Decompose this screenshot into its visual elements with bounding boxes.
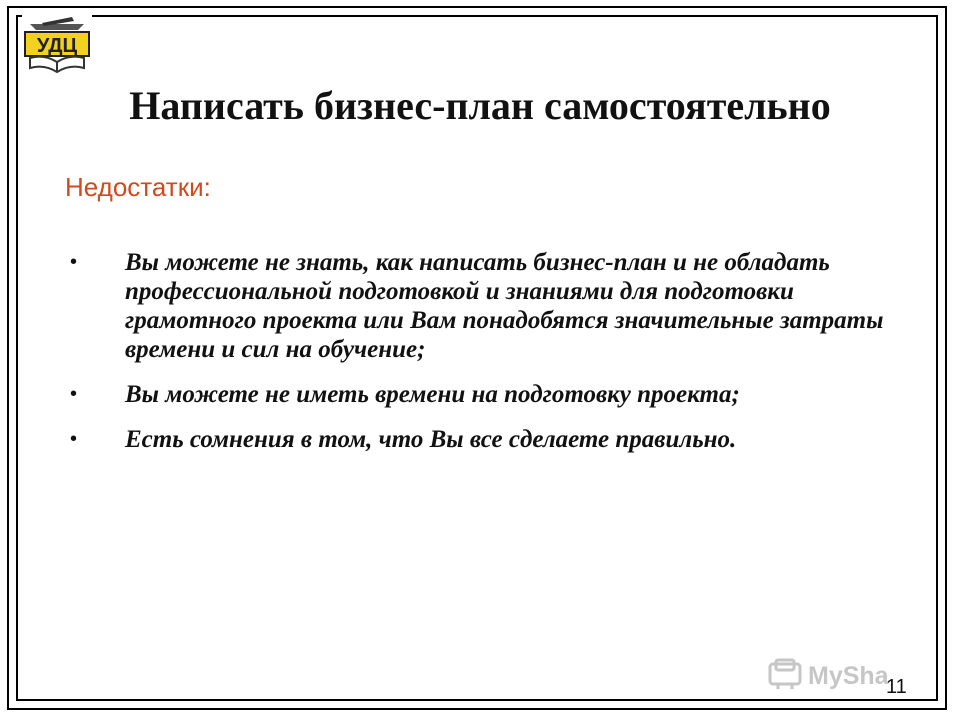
disadvantages-list <box>70 248 920 470</box>
svg-text:УДЦ: УДЦ <box>36 35 78 57</box>
page-number: 11 <box>886 676 907 698</box>
udc-logo <box>22 14 92 76</box>
list-item-text: Есть сомнения в том, что Вы все сделаете правильно. <box>125 426 737 453</box>
section-subtitle: Недостатки: <box>65 172 211 202</box>
slide-title: Написать бизнес-план самостоятельно <box>129 83 831 128</box>
list-item <box>70 248 920 364</box>
bullet-icon: • <box>70 383 78 405</box>
list-item <box>70 425 920 454</box>
list-item-text: Вы можете не знать, как написать бизнес-план и не обладать профессиональной подготовкой и знаниями для подготовки грамотного проекта или Вам понадобятся значительные затраты времени и сил на обучение; <box>125 249 884 363</box>
list-item <box>70 380 920 409</box>
bullet-icon: • <box>70 428 78 450</box>
list-item-text: Вы можете не иметь времени на подготовку проекта; <box>125 381 740 408</box>
bullet-icon: • <box>70 251 78 273</box>
svg-text:MySha: MySha <box>808 662 889 690</box>
